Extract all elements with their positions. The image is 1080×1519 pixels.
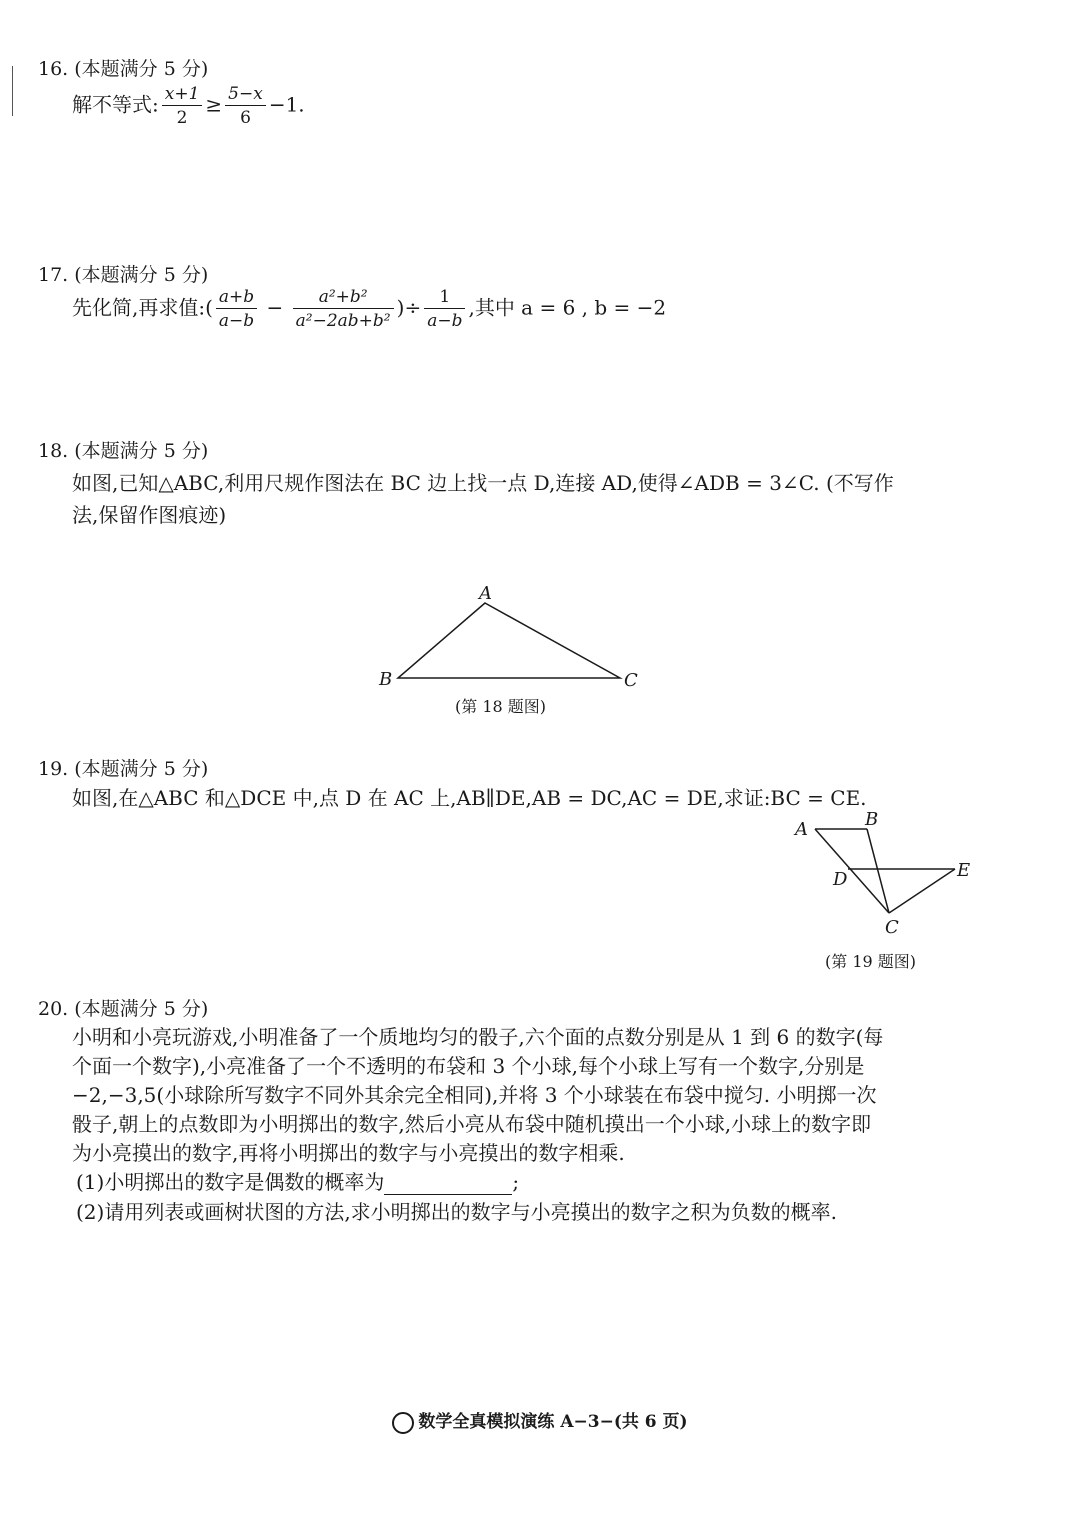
question-19-line-1: 如图,在△ABC 和△DCE 中,点 D 在 AC 上,AB∥DE,AB = DC,AC = DE,求证:BC = CE. [72,786,867,810]
q17-minus: − [266,295,284,320]
question-20-part-1 [76,1166,519,1195]
triangle-abc [398,603,620,678]
q16-fraction-1 [162,84,203,128]
question-16-header: 16. (本题满分 5 分) [38,58,209,80]
margin-mark [12,66,13,116]
label-a: A [479,583,492,604]
question-20-header: 20. (本题满分 5 分) [38,998,209,1020]
question-17-header: 17. (本题满分 5 分) [38,264,209,286]
label-c: C [885,917,899,938]
part-1-text: (1)小明掷出的数字是偶数的概率为 [76,1170,385,1194]
label-d: D [833,869,848,890]
answer-blank [384,1176,512,1195]
figure-18 [360,575,660,695]
figure-18-caption: (第 18 题图) [455,697,547,716]
q16-prefix: 解不等式: [72,92,159,117]
q17-frac2-denominator: a²−2ab+b² [295,311,391,331]
q17-frac3-denominator: a−b [427,311,463,331]
question-20-line-2: 个面一个数字),小亮准备了一个不透明的布袋和 3 个小球,每个小球上写有一个数字,分别是 [72,1054,865,1078]
question-20-line-3: −2,−3,5(小球除所写数字不同外其余完全相同),并将 3 个小球装在布袋中搅匀. 小明掷一次 [72,1083,877,1107]
label-b: B [865,809,879,830]
page-footer [0,1407,1080,1434]
label-b: B [379,669,393,690]
label-a: A [795,819,808,840]
q17-frac1-numerator: a+b [216,287,257,309]
q16-operator: ≥ [205,92,223,117]
question-18-line-2: 法,保留作图痕迹) [72,503,227,527]
question-16-body [72,84,305,128]
question-20-line-5: 为小亮摸出的数字,再将小明掷出的数字与小亮摸出的数字相乘. [72,1141,625,1165]
publisher-logo-icon [392,1412,414,1434]
q17-fraction-2 [293,287,394,331]
question-19-header: 19. (本题满分 5 分) [38,758,209,780]
q16-frac2-denominator: 6 [240,108,251,128]
segment-ce [889,869,955,913]
q16-frac1-numerator: x+1 [162,84,203,106]
figure-19-caption: (第 19 题图) [825,952,917,971]
q16-suffix: −1. [268,92,305,117]
q17-frac1-denominator: a−b [218,311,255,331]
question-20-line-4: 骰子,朝上的点数即为小明掷出的数字,然后小亮从布袋中随机摸出一个小球,小球上的数字即 [72,1112,872,1136]
question-18-header: 18. (本题满分 5 分) [38,440,209,462]
q17-frac3-numerator: 1 [424,287,465,309]
q16-frac2-numerator: 5−x [225,84,266,106]
question-20-line-1: 小明和小亮玩游戏,小明准备了一个质地均匀的骰子,六个面的点数分别是从 1 到 6 的数字(每 [72,1025,884,1049]
q16-fraction-2 [225,84,266,128]
q17-frac2-numerator: a²+b² [293,287,394,309]
footer-text: 数学全真模拟演练 A−3−(共 6 页) [418,1412,688,1432]
q16-frac1-denominator: 2 [176,108,188,128]
q17-suffix: ,其中 a = 6 , b = −2 [468,295,667,320]
label-e: E [957,860,971,881]
q17-close: )÷ [396,295,422,320]
label-c: C [624,670,638,691]
figure-19 [785,805,985,940]
question-20-part-2: (2)请用列表或画树状图的方法,求小明掷出的数字与小亮摸出的数字之积为负数的概率. [76,1200,838,1224]
q17-fraction-3 [424,287,465,331]
q17-fraction-1 [216,287,257,331]
question-18-line-1: 如图,已知△ABC,利用尺规作图法在 BC 边上找一点 D,连接 AD,使得∠ADB = 3∠C. (不写作 [72,471,894,495]
question-17-body [72,287,666,331]
q17-prefix: 先化简,再求值:( [72,295,213,320]
part-1-end: ; [512,1170,520,1194]
